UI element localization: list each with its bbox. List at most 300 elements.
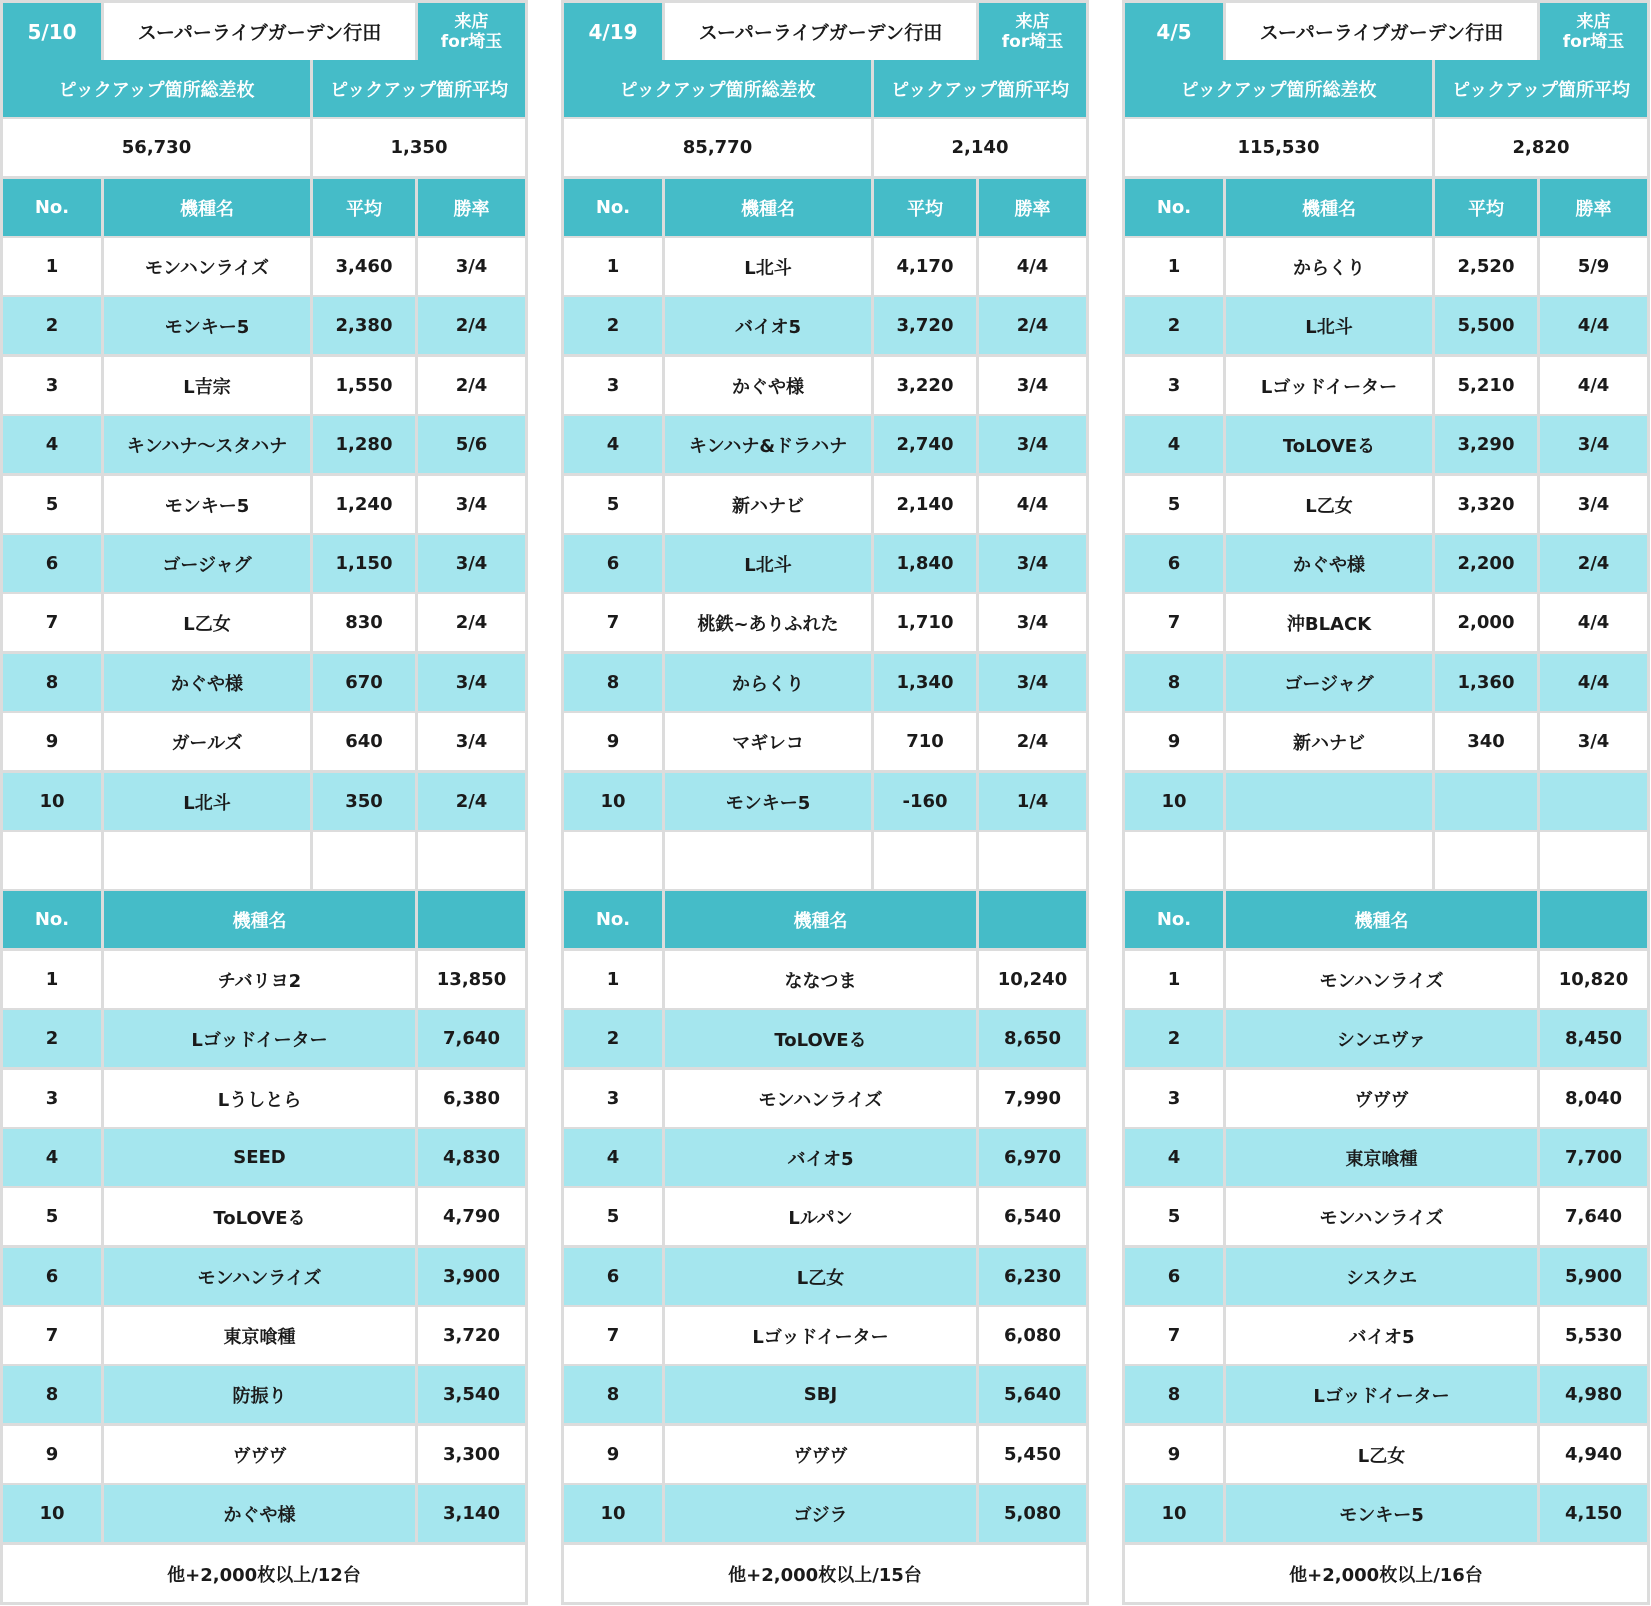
row-no: 5: [1122, 476, 1226, 536]
row-no: 10: [561, 773, 665, 833]
win-rate: 2/4: [418, 773, 528, 833]
model-name: キンハナ&ドラハナ: [665, 416, 874, 476]
avg-value: 1,550: [313, 357, 418, 417]
avg-value: 350: [313, 773, 418, 833]
summary-value-row: [1122, 119, 1650, 179]
model-name: モンハンライズ: [104, 238, 313, 298]
win-rate: 3/4: [418, 238, 528, 298]
model-name: マギレコ: [665, 713, 874, 773]
diff-value: 3,140: [418, 1485, 528, 1545]
avg-value: 2,380: [313, 297, 418, 357]
value-header: [979, 891, 1089, 951]
model-name: Lゴッドイーター: [1226, 357, 1435, 417]
row-no: 7: [1122, 594, 1226, 654]
model-header: 機種名: [1226, 179, 1435, 239]
win-rate: 1/4: [979, 773, 1089, 833]
row-no: 4: [1122, 1129, 1226, 1189]
summary-value-row: [561, 119, 1089, 179]
pickup-row: [1122, 297, 1650, 357]
model-name: L北斗: [665, 535, 874, 595]
title-row: [1122, 0, 1650, 63]
model-name: シンエヴァ: [1226, 1010, 1540, 1070]
avg-header: 平均: [313, 179, 418, 239]
model-name: Lゴッドイーター: [1226, 1366, 1540, 1426]
no-header: No.: [1122, 179, 1226, 239]
win-rate: 2/4: [418, 357, 528, 417]
row-no: 9: [561, 713, 665, 773]
footer-row: [1122, 1545, 1650, 1605]
pickup-row: [1122, 654, 1650, 714]
pickup-row: [0, 773, 528, 833]
model-name: モンハンライズ: [665, 1070, 979, 1130]
model-name: Lルパン: [665, 1188, 979, 1248]
empty-cell: [979, 832, 1089, 892]
pickup-row: [561, 357, 1089, 417]
visit-line-2: for埼玉: [1562, 31, 1625, 52]
win-rate: 4/4: [979, 476, 1089, 536]
summary-value-row: [0, 119, 528, 179]
model-name: L乙女: [1226, 1426, 1540, 1486]
diff-value: 5,900: [1540, 1248, 1650, 1308]
row-no: 2: [1122, 297, 1226, 357]
top-row: [561, 1366, 1089, 1426]
top-row: [1122, 1485, 1650, 1545]
value-header: [418, 891, 528, 951]
model-name: L乙女: [104, 594, 313, 654]
diff-value: 3,300: [418, 1426, 528, 1486]
footer-note: 他+2,000枚以上/12台: [0, 1545, 528, 1605]
model-header: 機種名: [1226, 891, 1540, 951]
pickup-row: [561, 238, 1089, 298]
row-no: 10: [561, 1485, 665, 1545]
row-no: 6: [561, 535, 665, 595]
row-no: 7: [561, 594, 665, 654]
avg-value: 2,520: [1435, 238, 1540, 298]
model-name: ToLOVEる: [104, 1188, 418, 1248]
win-rate: 4/4: [1540, 654, 1650, 714]
row-no: 1: [561, 951, 665, 1011]
model-name: L北斗: [665, 238, 874, 298]
diff-value: 8,040: [1540, 1070, 1650, 1130]
model-name: ヴヴヴ: [1226, 1070, 1540, 1130]
win-rate-header: 勝率: [979, 179, 1089, 239]
pickup-row: [1122, 416, 1650, 476]
date-label: 4/19: [561, 0, 665, 63]
pickup-row: [1122, 357, 1650, 417]
average-value: 1,350: [313, 119, 528, 179]
average-value: 2,820: [1435, 119, 1650, 179]
no-header: No.: [561, 891, 665, 951]
footer-note: 他+2,000枚以上/15台: [561, 1545, 1089, 1605]
total-diff-header: ピックアップ箇所総差枚: [1122, 60, 1435, 120]
top-row: [0, 1426, 528, 1486]
row-no: 3: [0, 357, 104, 417]
diff-value: 3,540: [418, 1366, 528, 1426]
model-name: モンハンライズ: [1226, 951, 1540, 1011]
empty-cell: [313, 832, 418, 892]
model-name: 新ハナビ: [665, 476, 874, 536]
panel: [0, 0, 528, 1606]
visit-line-1: 来店: [454, 11, 489, 32]
model-header: 機種名: [665, 179, 874, 239]
row-no: 3: [0, 1070, 104, 1130]
empty-cell: [0, 832, 104, 892]
win-rate: 3/4: [979, 594, 1089, 654]
model-name: ゴジラ: [665, 1485, 979, 1545]
avg-value: 1,360: [1435, 654, 1540, 714]
row-no: 10: [0, 773, 104, 833]
no-header: No.: [0, 179, 104, 239]
model-name: 沖BLACK: [1226, 594, 1435, 654]
win-rate: 4/4: [979, 238, 1089, 298]
diff-value: 5,450: [979, 1426, 1089, 1486]
row-no: 4: [0, 1129, 104, 1189]
footer-row: [0, 1545, 528, 1605]
row-no: 4: [561, 1129, 665, 1189]
top-row: [561, 1485, 1089, 1545]
row-no: 2: [0, 1010, 104, 1070]
row-no: 10: [0, 1485, 104, 1545]
average-header: ピックアップ箇所平均: [1435, 60, 1650, 120]
model-name: SBJ: [665, 1366, 979, 1426]
avg-value: 4,170: [874, 238, 979, 298]
win-rate: 5/9: [1540, 238, 1650, 298]
avg-value: 2,200: [1435, 535, 1540, 595]
win-rate: 3/4: [979, 654, 1089, 714]
diff-value: 13,850: [418, 951, 528, 1011]
win-rate: 3/4: [979, 357, 1089, 417]
pickup-row: [0, 297, 528, 357]
avg-value: 340: [1435, 713, 1540, 773]
diff-value: 6,380: [418, 1070, 528, 1130]
panel: [561, 0, 1089, 1606]
row-no: 6: [0, 1248, 104, 1308]
model-name: ToLOVEる: [665, 1010, 979, 1070]
win-rate: 3/4: [979, 535, 1089, 595]
top-row: [1122, 1010, 1650, 1070]
top-row: [0, 1188, 528, 1248]
win-rate: 2/4: [418, 594, 528, 654]
row-no: 10: [1122, 1485, 1226, 1545]
row-no: 3: [1122, 1070, 1226, 1130]
model-name: モンキー5: [104, 297, 313, 357]
model-name: 東京喰種: [104, 1307, 418, 1367]
row-no: 4: [561, 416, 665, 476]
model-header: 機種名: [104, 179, 313, 239]
win-rate: 2/4: [1540, 535, 1650, 595]
avg-header: 平均: [874, 179, 979, 239]
visit-label: [979, 0, 1089, 63]
pickup-row: [0, 476, 528, 536]
spacer-row: [561, 832, 1089, 892]
top-row: [561, 1188, 1089, 1248]
model-name: モンハンライズ: [1226, 1188, 1540, 1248]
pickup-row: [0, 416, 528, 476]
row-no: 9: [0, 713, 104, 773]
avg-value: 1,710: [874, 594, 979, 654]
model-name: Lゴッドイーター: [104, 1010, 418, 1070]
model-name: 防振り: [104, 1366, 418, 1426]
model-name: シスクエ: [1226, 1248, 1540, 1308]
total-diff-header: ピックアップ箇所総差枚: [0, 60, 313, 120]
avg-value: 3,220: [874, 357, 979, 417]
spacer-row: [0, 832, 528, 892]
summary-header-row: [1122, 60, 1650, 120]
store-name: スーパーライブガーデン行田: [1226, 0, 1540, 63]
row-no: 9: [0, 1426, 104, 1486]
no-header: No.: [561, 179, 665, 239]
diff-value: 10,820: [1540, 951, 1650, 1011]
top-row: [0, 1010, 528, 1070]
store-name: スーパーライブガーデン行田: [665, 0, 979, 63]
pickup-header-row: [561, 179, 1089, 239]
model-name: ToLOVEる: [1226, 416, 1435, 476]
average-header: ピックアップ箇所平均: [313, 60, 528, 120]
avg-value: -160: [874, 773, 979, 833]
row-no: 2: [0, 297, 104, 357]
avg-value: 1,280: [313, 416, 418, 476]
pickup-row: [0, 594, 528, 654]
win-rate: 2/4: [418, 297, 528, 357]
model-name: ゴージャグ: [1226, 654, 1435, 714]
diff-value: 7,640: [1540, 1188, 1650, 1248]
diff-value: 4,150: [1540, 1485, 1650, 1545]
row-no: 8: [1122, 654, 1226, 714]
model-name: [1226, 773, 1435, 833]
empty-cell: [1122, 832, 1226, 892]
top-row: [561, 1070, 1089, 1130]
avg-value: 1,240: [313, 476, 418, 536]
model-name: からくり: [1226, 238, 1435, 298]
diff-value: 10,240: [979, 951, 1089, 1011]
visit-line-1: 来店: [1015, 11, 1050, 32]
diff-value: 6,080: [979, 1307, 1089, 1367]
pickup-header-row: [1122, 179, 1650, 239]
top-header-row: [561, 891, 1089, 951]
row-no: 5: [1122, 1188, 1226, 1248]
row-no: 4: [0, 416, 104, 476]
model-name: L吉宗: [104, 357, 313, 417]
top-row: [561, 951, 1089, 1011]
row-no: 9: [1122, 1426, 1226, 1486]
summary-header-row: [561, 60, 1089, 120]
top-row: [561, 1307, 1089, 1367]
diff-value: 6,970: [979, 1129, 1089, 1189]
avg-value: 1,340: [874, 654, 979, 714]
avg-value: 5,500: [1435, 297, 1540, 357]
empty-cell: [874, 832, 979, 892]
row-no: 1: [0, 951, 104, 1011]
avg-value: 1,150: [313, 535, 418, 595]
title-row: [561, 0, 1089, 63]
total-diff-header: ピックアップ箇所総差枚: [561, 60, 874, 120]
top-header-row: [1122, 891, 1650, 951]
model-name: チバリヨ2: [104, 951, 418, 1011]
model-name: バイオ5: [665, 1129, 979, 1189]
diff-value: 4,980: [1540, 1366, 1650, 1426]
total-diff-value: 85,770: [561, 119, 874, 179]
avg-value: 1,840: [874, 535, 979, 595]
pickup-row: [0, 238, 528, 298]
empty-cell: [104, 832, 313, 892]
top-header-row: [0, 891, 528, 951]
average-header: ピックアップ箇所平均: [874, 60, 1089, 120]
win-rate: 5/6: [418, 416, 528, 476]
footer-note: 他+2,000枚以上/16台: [1122, 1545, 1650, 1605]
diff-value: 4,830: [418, 1129, 528, 1189]
diff-value: 7,640: [418, 1010, 528, 1070]
row-no: 7: [1122, 1307, 1226, 1367]
row-no: 8: [561, 1366, 665, 1426]
win-rate: 3/4: [979, 416, 1089, 476]
win-rate: 3/4: [418, 713, 528, 773]
pickup-row: [0, 357, 528, 417]
summary-header-row: [0, 60, 528, 120]
pickup-row: [1122, 773, 1650, 833]
win-rate-header: 勝率: [418, 179, 528, 239]
row-no: 9: [1122, 713, 1226, 773]
pickup-row: [1122, 713, 1650, 773]
visit-label: [1540, 0, 1650, 63]
pickup-row: [561, 773, 1089, 833]
win-rate: 2/4: [979, 297, 1089, 357]
top-row: [1122, 1188, 1650, 1248]
row-no: 4: [1122, 416, 1226, 476]
avg-value: 3,320: [1435, 476, 1540, 536]
row-no: 2: [561, 297, 665, 357]
row-no: 6: [0, 535, 104, 595]
model-name: モンハンライズ: [104, 1248, 418, 1308]
top-row: [0, 1129, 528, 1189]
row-no: 3: [1122, 357, 1226, 417]
top-row: [0, 1485, 528, 1545]
pickup-row: [1122, 594, 1650, 654]
avg-value: 3,460: [313, 238, 418, 298]
top-row: [1122, 1129, 1650, 1189]
model-name: SEED: [104, 1129, 418, 1189]
row-no: 2: [561, 1010, 665, 1070]
model-name: かぐや様: [104, 654, 313, 714]
avg-value: [1435, 773, 1540, 833]
date-label: 5/10: [0, 0, 104, 63]
pickup-row: [1122, 476, 1650, 536]
model-name: ななつま: [665, 951, 979, 1011]
model-name: ヴヴヴ: [104, 1426, 418, 1486]
model-name: L乙女: [1226, 476, 1435, 536]
top-row: [561, 1010, 1089, 1070]
visit-line-2: for埼玉: [440, 31, 503, 52]
win-rate: 3/4: [418, 476, 528, 536]
diff-value: 3,900: [418, 1248, 528, 1308]
pickup-row: [561, 416, 1089, 476]
row-no: 8: [561, 654, 665, 714]
diff-value: 7,990: [979, 1070, 1089, 1130]
pickup-row: [561, 297, 1089, 357]
top-row: [1122, 951, 1650, 1011]
diff-value: 6,540: [979, 1188, 1089, 1248]
top-row: [0, 951, 528, 1011]
model-name: モンキー5: [104, 476, 313, 536]
avg-value: 640: [313, 713, 418, 773]
average-value: 2,140: [874, 119, 1089, 179]
no-header: No.: [0, 891, 104, 951]
value-header: [1540, 891, 1650, 951]
total-diff-value: 115,530: [1122, 119, 1435, 179]
top-row: [1122, 1307, 1650, 1367]
pickup-header-row: [0, 179, 528, 239]
visit-line-1: 来店: [1576, 11, 1611, 32]
diff-value: 7,700: [1540, 1129, 1650, 1189]
row-no: 8: [0, 654, 104, 714]
pickup-row: [0, 654, 528, 714]
no-header: No.: [1122, 891, 1226, 951]
model-name: L北斗: [104, 773, 313, 833]
avg-value: 5,210: [1435, 357, 1540, 417]
win-rate: [1540, 773, 1650, 833]
model-name: かぐや様: [104, 1485, 418, 1545]
model-header: 機種名: [665, 891, 979, 951]
top-row: [0, 1366, 528, 1426]
avg-value: 3,290: [1435, 416, 1540, 476]
row-no: 2: [1122, 1010, 1226, 1070]
avg-value: 670: [313, 654, 418, 714]
model-header: 機種名: [104, 891, 418, 951]
win-rate: 4/4: [1540, 357, 1650, 417]
empty-cell: [665, 832, 874, 892]
model-name: 桃鉄~ありふれた: [665, 594, 874, 654]
row-no: 7: [561, 1307, 665, 1367]
pickup-row: [561, 594, 1089, 654]
footer-row: [561, 1545, 1089, 1605]
model-name: かぐや様: [1226, 535, 1435, 595]
avg-value: 2,000: [1435, 594, 1540, 654]
row-no: 8: [0, 1366, 104, 1426]
pickup-row: [561, 535, 1089, 595]
visit-line-2: for埼玉: [1001, 31, 1064, 52]
model-name: ガールズ: [104, 713, 313, 773]
top-row: [561, 1426, 1089, 1486]
model-name: L乙女: [665, 1248, 979, 1308]
row-no: 6: [561, 1248, 665, 1308]
model-name: Lゴッドイーター: [665, 1307, 979, 1367]
top-row: [0, 1307, 528, 1367]
avg-header: 平均: [1435, 179, 1540, 239]
row-no: 5: [0, 476, 104, 536]
model-name: モンキー5: [665, 773, 874, 833]
diff-value: 3,720: [418, 1307, 528, 1367]
diff-value: 5,080: [979, 1485, 1089, 1545]
diff-value: 6,230: [979, 1248, 1089, 1308]
row-no: 6: [1122, 535, 1226, 595]
store-name: スーパーライブガーデン行田: [104, 0, 418, 63]
model-name: 東京喰種: [1226, 1129, 1540, 1189]
win-rate: 4/4: [1540, 594, 1650, 654]
diff-value: 8,650: [979, 1010, 1089, 1070]
visit-label: [418, 0, 528, 63]
row-no: 1: [561, 238, 665, 298]
row-no: 10: [1122, 773, 1226, 833]
avg-value: 830: [313, 594, 418, 654]
avg-value: 3,720: [874, 297, 979, 357]
model-name: Lうしとら: [104, 1070, 418, 1130]
title-row: [0, 0, 528, 63]
top-row: [1122, 1070, 1650, 1130]
win-rate: 3/4: [418, 654, 528, 714]
top-row: [1122, 1426, 1650, 1486]
model-name: ヴヴヴ: [665, 1426, 979, 1486]
pickup-row: [561, 713, 1089, 773]
row-no: 3: [561, 357, 665, 417]
